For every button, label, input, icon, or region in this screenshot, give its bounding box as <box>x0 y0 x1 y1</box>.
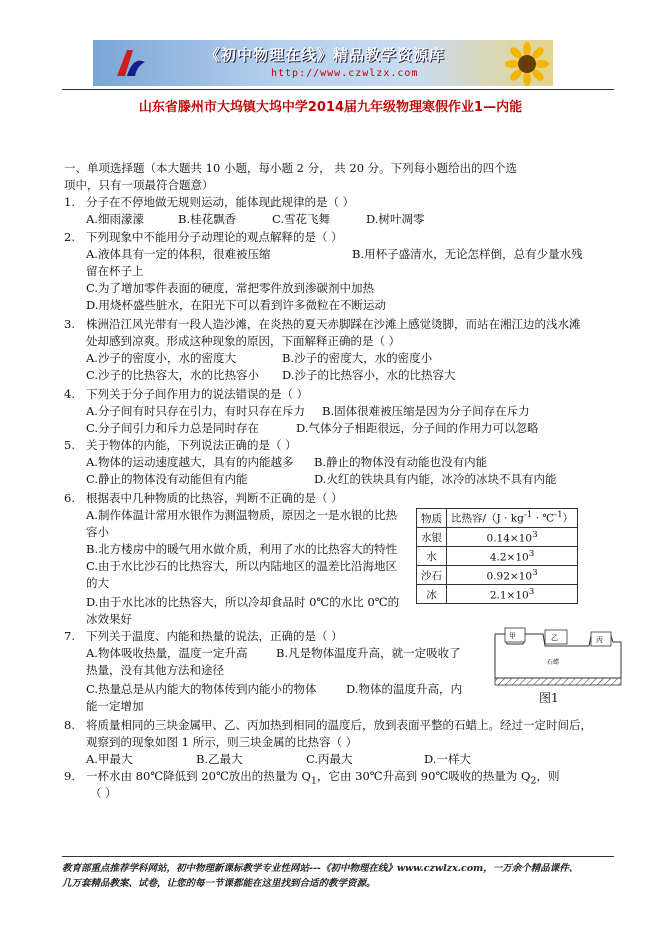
option-b: B.静止的物体没有动能也没有内能 <box>314 455 488 469</box>
figure-label-yi: 乙 <box>551 634 558 642</box>
question-1 <box>64 194 355 210</box>
figure-caption: 图1 <box>539 691 559 705</box>
table-header-cell: 物质 <box>417 509 447 528</box>
table-cell: 水银 <box>417 528 447 547</box>
question-9 <box>64 768 560 787</box>
question-stem: 下列关于温度、内能和热量的说法，正确的是（ ） <box>86 629 343 643</box>
table-cell: 冰 <box>417 585 447 604</box>
option-d: D.沙子的比热容小，水的比热容大 <box>282 368 456 382</box>
question-4 <box>64 386 309 402</box>
option-d: D.物体的温度升高，内 <box>346 682 462 696</box>
option-b-cont: 留在杯子上 <box>86 264 144 278</box>
option-d: D.由于水比冰的比热容大，所以冷却食品时 0℃的水比 0℃的 <box>86 595 400 609</box>
option-a-cont: 容小 <box>86 525 109 539</box>
option-b: B.桂花飘香 <box>178 212 237 226</box>
option-a: A.制作体温计常用水银作为测温物质，原因之一是水银的比热 <box>86 508 397 522</box>
question-number: 7. <box>64 629 75 643</box>
option-d: D.用烧杯盛些脏水，在阳光下可以看到许多微粒在不断运动 <box>86 298 386 312</box>
question-5 <box>64 437 297 453</box>
question-3 <box>64 316 581 332</box>
option-a: A.物体吸收热量，温度一定升高 <box>86 646 248 660</box>
option-c: C.雪花飞舞 <box>272 212 331 226</box>
option-d-cont: 能一定增加 <box>86 699 144 713</box>
option-c: C.沙子的比热容大，水的比热容小 <box>86 368 260 382</box>
option-c: C.分子间引力和斥力总是同时存在 <box>86 421 260 435</box>
question-6 <box>64 490 343 506</box>
table-header-row <box>417 509 578 528</box>
question-number: 1. <box>64 195 75 209</box>
figure-label-bing: 丙 <box>596 636 603 644</box>
question-stem: 下列现象中不能用分子动理论的观点解释的是（ ） <box>86 230 343 244</box>
option-b: B.用杯子盛清水，无论怎样倒，总有少量水残 <box>352 247 583 261</box>
question-2 <box>64 229 343 245</box>
header-rule <box>62 89 614 90</box>
table-cell: $2.1\times 10^3$ <box>447 585 578 604</box>
option-a: A.液体具有一定的体积，很难被压缩 <box>86 247 271 261</box>
option-c: C.由于水比沙石的比热容大，所以内陆地区的温差比沿海地区 <box>86 559 398 573</box>
table-cell: 水 <box>417 547 447 566</box>
option-d-cont: 冰效果好 <box>86 612 132 626</box>
table-cell: $0.92\times 10^3$ <box>447 566 578 585</box>
option-c: C.热量总是从内能大的物体传到内能小的物体 <box>86 682 317 696</box>
footer-rule <box>62 856 614 857</box>
question-stem-cont: 处却感到凉爽。形成这种现象的原因，下面解释正确的是（ ） <box>86 334 401 348</box>
footer-line: 几万套精品教案、试卷，让您的每一节课都能在这里找到合适的教学资源。 <box>62 878 376 889</box>
option-c: C.丙最大 <box>306 752 353 766</box>
specific-heat-table <box>416 508 578 604</box>
question-number: 8. <box>64 718 75 732</box>
option-b: B.固体很难被压缩是因为分子间存在斥力 <box>322 404 530 418</box>
banner-title: 《初中物理在线》精品教学资源库 <box>205 46 446 64</box>
table-cell: $4.2\times 10^3$ <box>447 547 578 566</box>
option-b: B.乙最大 <box>196 752 243 766</box>
question-number: 9. <box>64 769 75 783</box>
table-row <box>417 566 578 585</box>
option-c: C.为了增加零件表面的硬度，常把零件放到渗碳剂中加热 <box>86 281 375 295</box>
table-row <box>417 585 578 604</box>
option-c-cont: 的大 <box>86 576 109 590</box>
question-stem: 根据表中几种物质的比热容，判断不正确的是（ ） <box>86 491 343 505</box>
answer-bracket: （ ） <box>90 786 117 800</box>
option-b: B.北方楼房中的暖气用水做介质，利用了水的比热容大的特性 <box>86 542 398 556</box>
option-c: C.静止的物体没有动能但有内能 <box>86 472 248 486</box>
question-stem: 分子在不停地做无规则运动，能体现此规律的是（ ） <box>86 195 355 209</box>
option-a: A.物体的运动速度越大，具有的内能越多 <box>86 455 294 469</box>
option-d: D.一样大 <box>424 752 471 766</box>
figure-label-jia: 甲 <box>509 632 516 640</box>
table-cell: 沙石 <box>417 566 447 585</box>
option-b: B.凡是物体温度升高，就一定吸收了 <box>276 646 461 660</box>
question-stem: 下列关于分子间作用力的说法错误的是（ ） <box>86 387 309 401</box>
table-cell: $0.14\times 10^3$ <box>447 528 578 547</box>
question-stem: 株洲沿江风光带有一段人造沙滩，在炎热的夏天赤脚踩在沙滩上感觉烫脚，而站在湘江边的浅水滩 <box>86 317 581 331</box>
question-number: 2. <box>64 230 75 244</box>
header-banner <box>93 40 553 86</box>
option-d: D.树叶凋零 <box>366 212 425 226</box>
question-number: 5. <box>64 438 75 452</box>
question-8 <box>64 717 592 733</box>
table-row <box>417 528 578 547</box>
section-heading-cont: 项中，只有一项最符合题意） <box>64 178 214 192</box>
sunflower-icon <box>505 42 549 86</box>
question-stem-cont: 观察到的现象如图 1 所示，则三块金属的比热容（ ） <box>86 735 358 749</box>
option-b: B.沙子的密度大，水的密度小 <box>282 351 433 365</box>
option-a: A.分子间有时只存在引力，有时只存在斥力 <box>86 404 305 418</box>
figure-label-paraffin: 石蜡 <box>547 659 560 666</box>
footer-line: 教育部重点推荐学科网站，初中物理新课标教学专业性网站---《初中物理在线》www.czwlzx.com，一万余个精品课件、 <box>62 863 579 874</box>
question-stem: 关于物体的内能，下列说法正确的是（ ） <box>86 438 297 452</box>
option-b-cont: 热量，没有其他方法和途径 <box>86 663 224 677</box>
figure-1-diagram <box>493 626 623 686</box>
question-number: 6. <box>64 491 75 505</box>
option-a: A.细雨濛濛 <box>86 212 144 226</box>
option-a: A.甲最大 <box>86 752 133 766</box>
question-number: 4. <box>64 387 75 401</box>
site-logo-icon <box>113 46 147 80</box>
option-a: A.沙子的密度小，水的密度大 <box>86 351 236 365</box>
question-number: 3. <box>64 317 75 331</box>
footer <box>62 861 622 891</box>
document-title: 山东省滕州市大坞镇大坞中学2014届九年级物理寒假作业1—内能 <box>138 100 523 115</box>
option-d: D.气体分子相距很远，分子间的作用力可以忽略 <box>296 421 539 435</box>
option-d: D.火红的铁块具有内能，冰冷的冰块不具有内能 <box>314 472 557 486</box>
section-heading: 一、单项选择题（本大题共 10 小题，每小题 2 分， 共 20 分。下列每小题给出的四个选 <box>64 161 518 175</box>
question-stem: 将质量相同的三块金属甲、乙、丙加热到相同的温度后，放到表面平整的石蜡上。经过一定时间后， <box>86 718 592 732</box>
table-header-cell: 比热容$/(J \cdot kg^{-1}$ · ℃$^{-1}$） <box>447 509 578 528</box>
banner-url[interactable]: http://www.czwlzx.com <box>271 68 419 79</box>
table-row <box>417 547 578 566</box>
question-stem: 一杯水由 80℃降低到 20℃放出的热量为 $Q_1$，它由 30℃升高到 90℃吸收的热量为 $Q_2$，则 <box>86 769 560 787</box>
question-7 <box>64 628 343 644</box>
